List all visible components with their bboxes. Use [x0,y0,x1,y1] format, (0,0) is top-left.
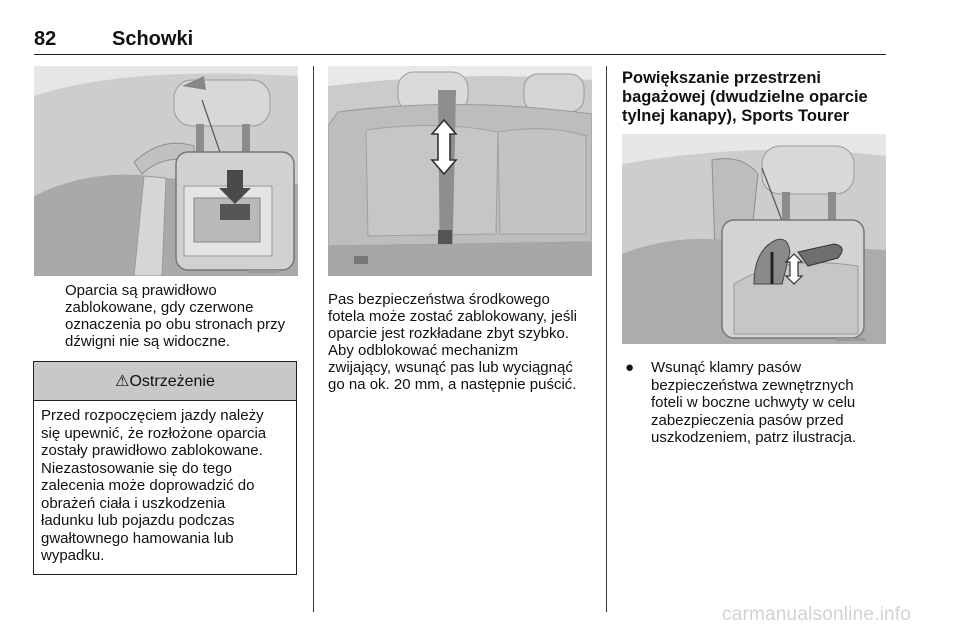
warning-header [34,362,296,401]
watermark: carmanualsonline.info [722,604,912,625]
page-number: 82 [34,28,57,50]
bullet-text: Wsunąć klamry pasów bezpieczeństwa zewnętrznych foteli w boczne uchwyty w celu zabezpieczenia pasów przed uszkodzeniem, patrz ilustracja. [651,359,857,446]
lock-check-caption: Oparcia są prawidłowo zablokowane, gdy czerwone oznaczenia po obu stronach przy dźwigni nie są widoczne. [65,282,286,350]
page-title: Schowki [112,28,194,50]
center-belt-text: Pas bezpieczeństwa środkowego fotela może zostać zablokowany, jeśli oparcie jest rozkładane zbyt szybko. Aby odblokować mechanizm zwijający, wsunąć pas lub wyciągnąć go na ok. 20 mm, a następnie puścić. [328,291,578,393]
bullet-icon: ● [625,359,635,376]
headrest-belt-lock-lever-icon [34,66,298,276]
warning-text: Przed rozpoczęciem jazdy należy się upewnić, że rozłożone oparcia zostały prawidłowo zablokowane. Niezastosowanie się do tego zalecenia może doprowadzić do obrażeń ciała i uszkodzenia ładunku lub pojazdu podczas gwałtownego hamowania lub wypadku. [41,407,267,564]
column-divider [313,66,314,612]
page-header [34,28,886,55]
warning-triangle-icon: ⚠ [115,373,130,390]
center-seatbelt-icon [328,66,592,276]
belt-buckle-holder-icon [622,134,886,344]
warning-title: Ostrzeżenie [129,373,215,390]
warning-box [33,361,297,575]
column-divider [606,66,607,612]
section-heading: Powiększanie przestrzeni bagażowej (dwudzielne oparcie tylnej kanapy), Sports Tourer [622,69,868,125]
